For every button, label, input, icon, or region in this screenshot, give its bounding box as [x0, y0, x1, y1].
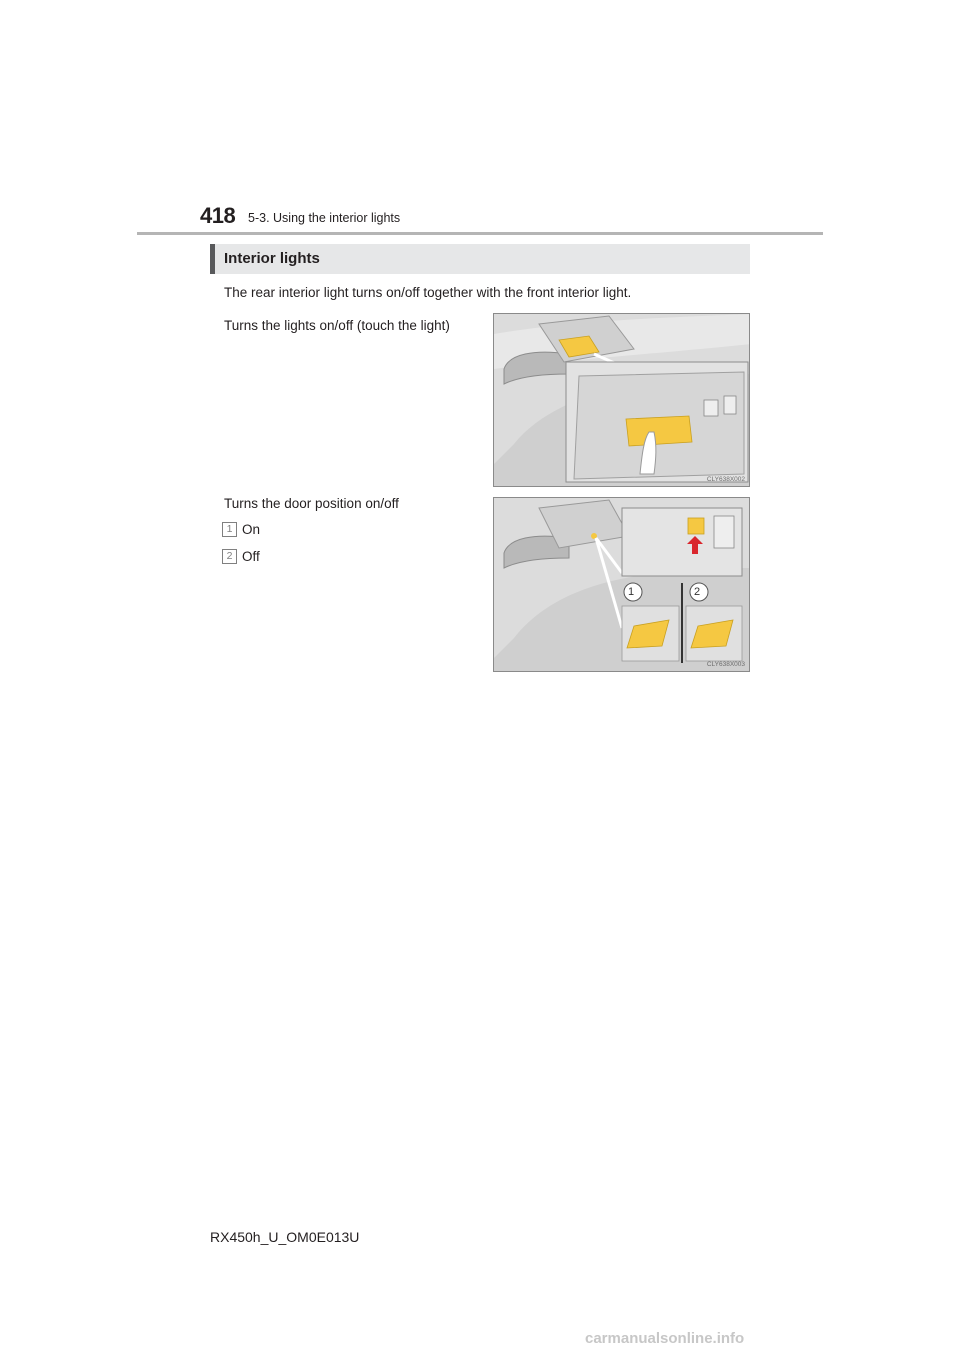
- figure-interior-light-touch: [493, 313, 750, 487]
- watermark: carmanualsonline.info: [585, 1330, 745, 1347]
- section-title: 5-3. Using the interior lights: [248, 211, 401, 225]
- page-number: 418: [200, 203, 236, 228]
- callout-1-label: 1: [628, 586, 635, 598]
- light-highlight-zoom: [626, 416, 692, 446]
- figure-2-illustration: [494, 498, 750, 672]
- option-on-label: On: [242, 522, 261, 537]
- header-rule: [137, 232, 823, 235]
- figure-door-position-switch: [493, 497, 750, 672]
- intro-text: The rear interior light turns on/off together with the front interior light.: [224, 285, 632, 300]
- option-off-label: Off: [242, 549, 260, 564]
- figure-code: CLY638X002: [706, 476, 745, 483]
- section-heading: Interior lights: [224, 250, 320, 267]
- manual-code: RX450h_U_OM0E013U: [210, 1229, 360, 1245]
- lights-toggle-text: Turns the lights on/off (touch the light): [224, 318, 450, 333]
- step-number-badge: 2: [222, 549, 237, 564]
- callout-2-label: 2: [694, 586, 701, 598]
- figure-1-illustration: [494, 314, 750, 487]
- figure-code: CLY638X003: [706, 661, 745, 668]
- door-toggle-text: Turns the door position on/off: [224, 496, 399, 511]
- step-number-badge: 1: [222, 522, 237, 537]
